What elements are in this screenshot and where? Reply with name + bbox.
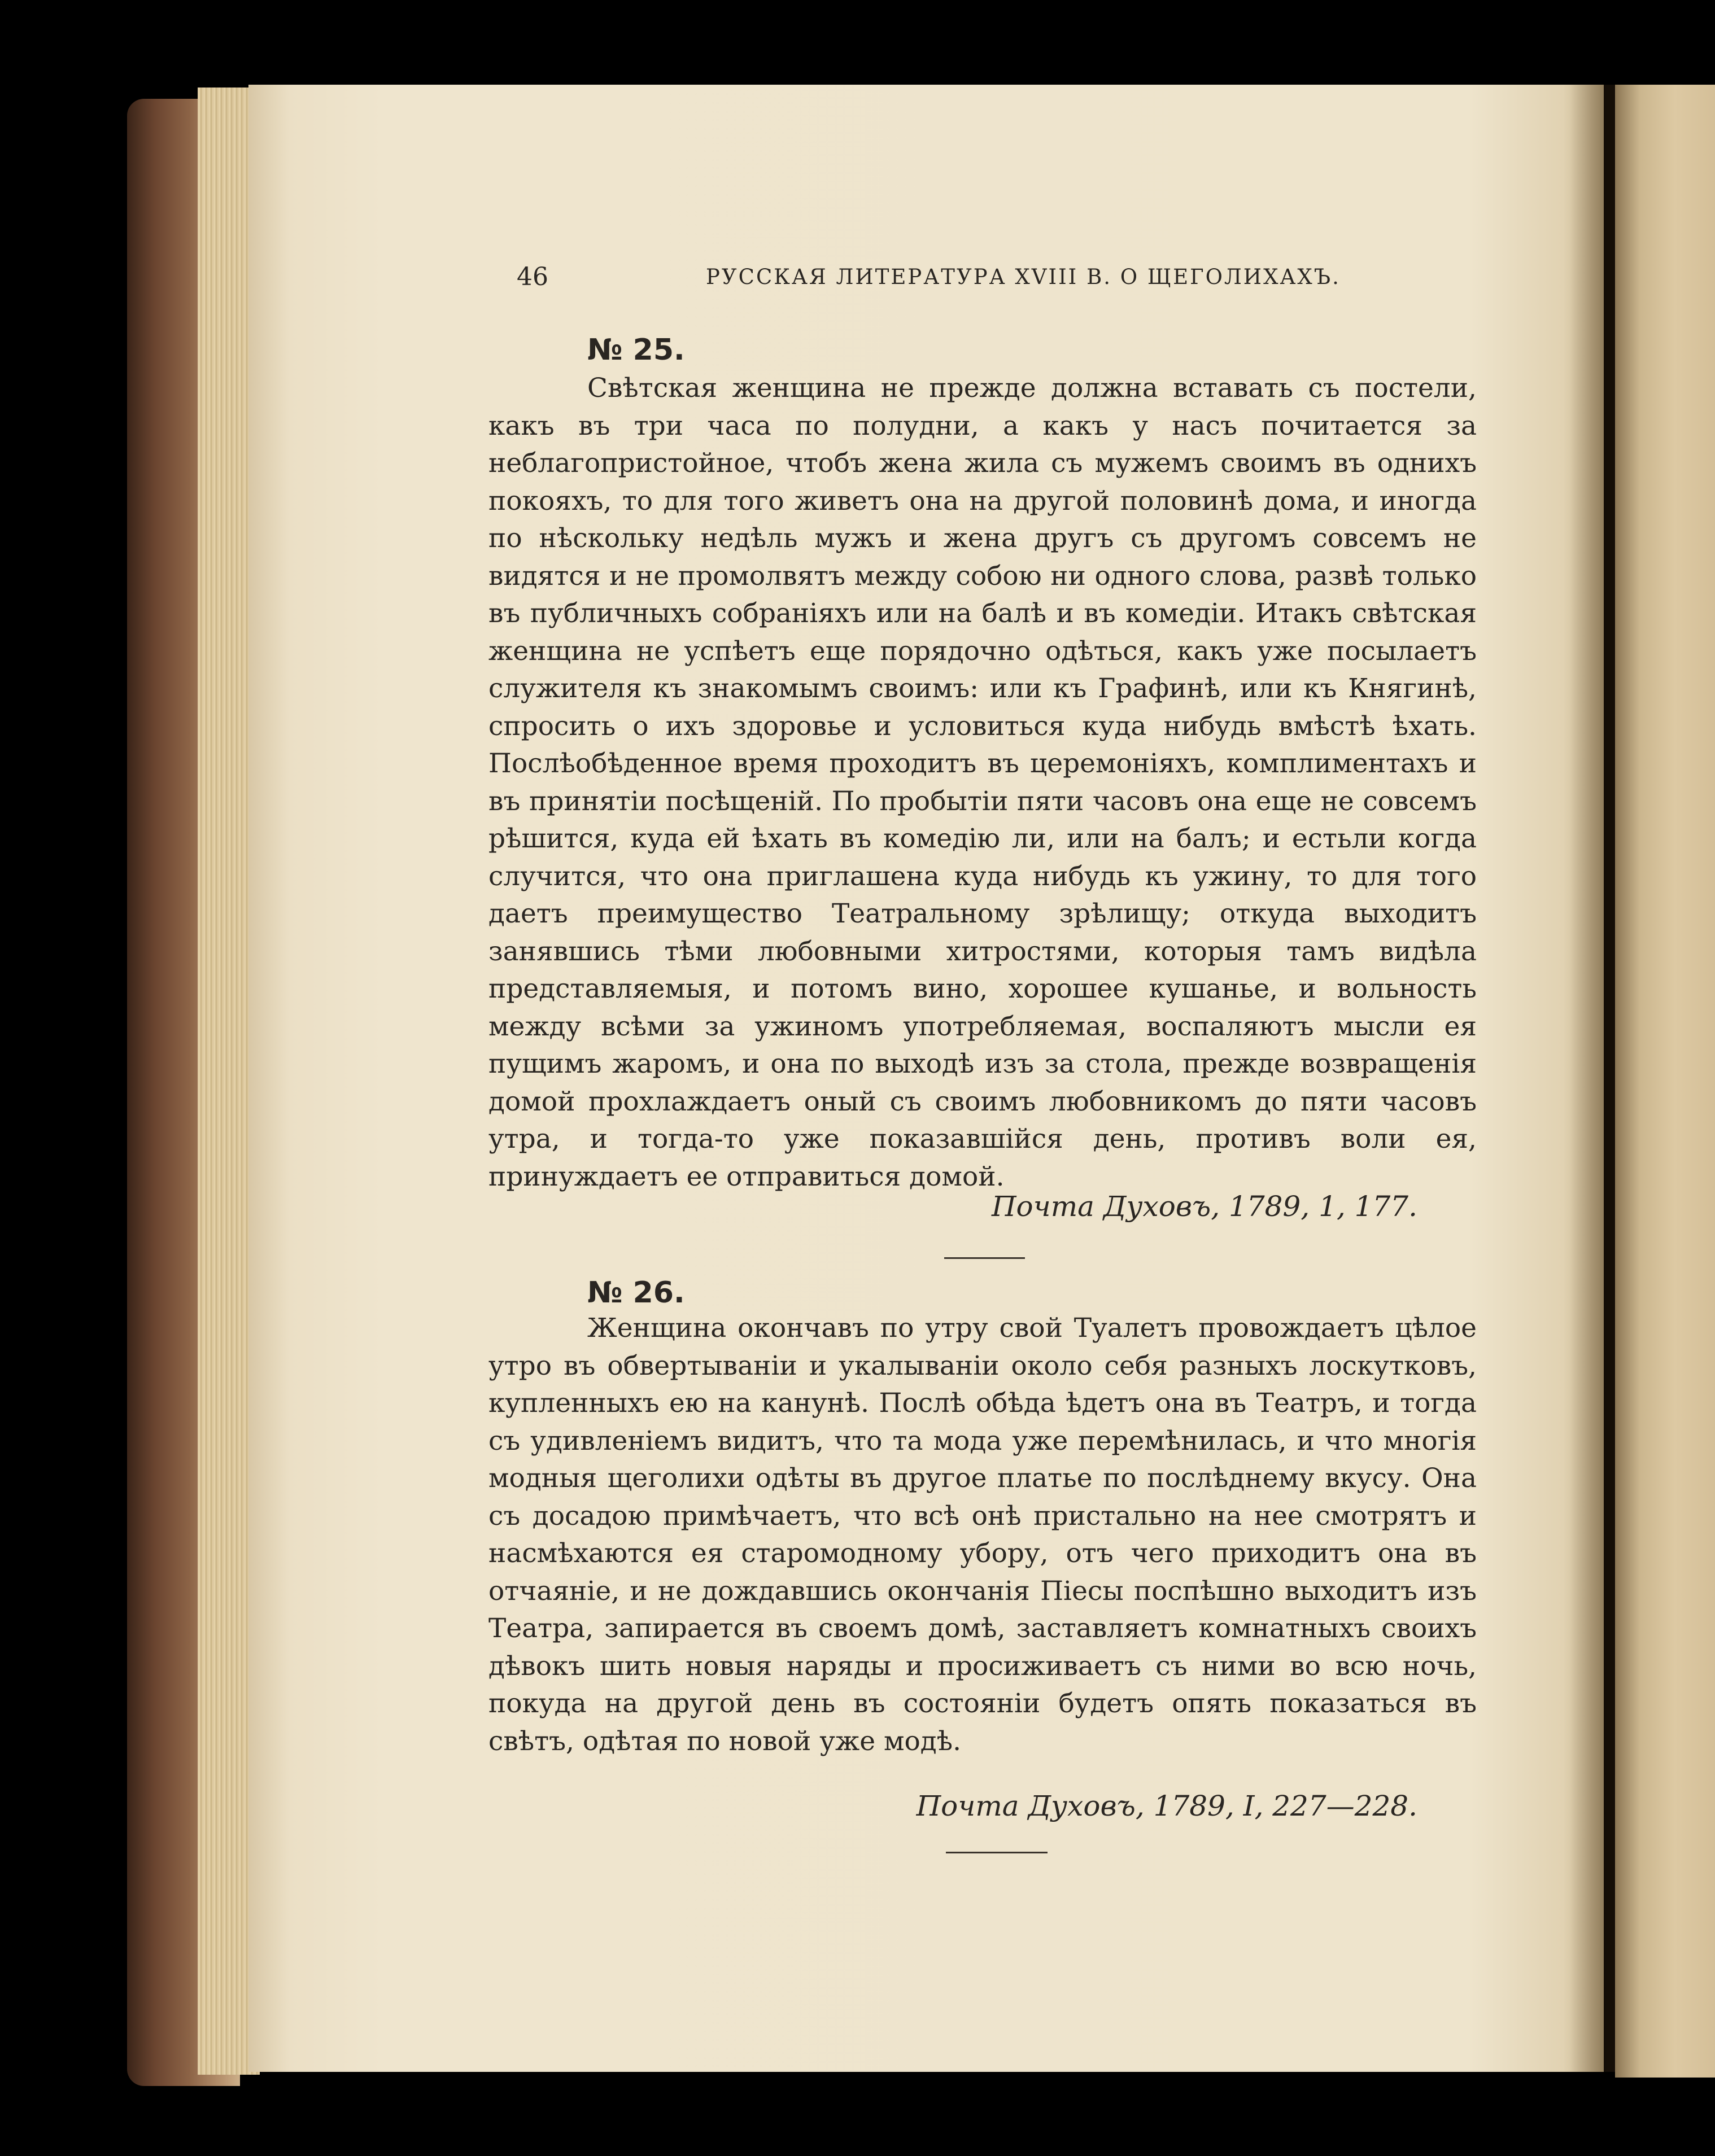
entry-number-25: № 25.: [587, 333, 685, 367]
entry-source-25: Почта Духовъ, 1789, 1, 177.: [991, 1190, 1417, 1223]
section-divider: [944, 1257, 1025, 1259]
running-header: [488, 263, 1477, 296]
entry-number-26: № 26.: [587, 1276, 685, 1310]
end-divider: [946, 1852, 1048, 1853]
entry-text-25: Свѣтская женщина не прежде должна вставать съ постели, какъ въ три часа по полудни, а какъ у насъ почитается за неблагопристойное, чтобъ жена жила съ мужемъ своимъ въ однихъ покояхъ, то для того живетъ она на другой половинѣ дома, и иногда по нѣскольку недѣль мужъ и жена другъ съ другомъ совсемъ не видятся и не промолвятъ между собою ни одного слова, развѣ только въ публичныхъ собраніяхъ или на балѣ и въ комедіи. Итакъ свѣтская женщина не успѣетъ еще порядочно одѣться, какъ уже посылаетъ служителя къ знакомымъ своимъ: или къ Графинѣ, или къ Княгинѣ, спросить о ихъ здоровье и условиться куда нибудь вмѣстѣ ѣхать. Послѣобѣденное время проходитъ въ церемоніяхъ, комплиментахъ и въ принятіи посѣщеній. По пробытіи пяти часовъ она еще не совсемъ рѣшится, куда ей ѣхать въ комедію ли, или на балъ; и естьли когда случится, что она приглашена куда нибудь къ ужину, то для того даетъ преимущество Театральному зрѣлищу; откуда выходитъ занявшись тѣми любовными хитростями, которыя тамъ видѣла представляемыя, и потомъ вино, хорошее кушанье, и вольность между всѣми за ужиномъ употребляемая, воспаляютъ мысли ея пущимъ жаромъ, и она по выходѣ изъ за стола, прежде возвращенія домой прохлаждаетъ оный съ своимъ любовникомъ до пяти часовъ утра, и тогда-то уже показавшійся день, противъ воли ея, принуждаетъ ее отправиться домой.: [488, 373, 1477, 1192]
running-title: РУССКАЯ ЛИТЕРАТУРА XVIII В. О ЩЕГОЛИХАХЪ.: [706, 265, 1341, 289]
entry-text-26: Женщина окончавъ по утру свой Туалетъ провождаетъ цѣлое утро въ обвертываніи и укалываніи около себя разныхъ лоскутковъ, купленныхъ ею на канунѣ. Послѣ обѣда ѣдетъ она въ Театръ, и тогда съ удивленіемъ видитъ, что та мода уже перемѣнилась, и что многія модныя щеголихи одѣты въ другое платье по послѣднему вкусу. Она съ досадою примѣчаетъ, что всѣ онѣ пристально на нее смотрятъ и насмѣхаются ея старомодному убору, отъ чего приходитъ она въ отчаяніе, и не дождавшись окончанія Пiесы поспѣшно выходитъ изъ Театра, запирается въ своемъ домѣ, заставляетъ комнатныхъ своихъ дѣвокъ шить новыя наряды и просиживаетъ съ ними во всю ночь, покуда на другой день въ состояніи будетъ опять показаться въ свѣтъ, одѣтая по новой уже модѣ.: [488, 1313, 1477, 1757]
facing-page-edge: [1615, 85, 1715, 2078]
page-number: 46: [517, 263, 548, 291]
entry-source-26: Почта Духовъ, 1789, I, 227—228.: [916, 1790, 1417, 1822]
